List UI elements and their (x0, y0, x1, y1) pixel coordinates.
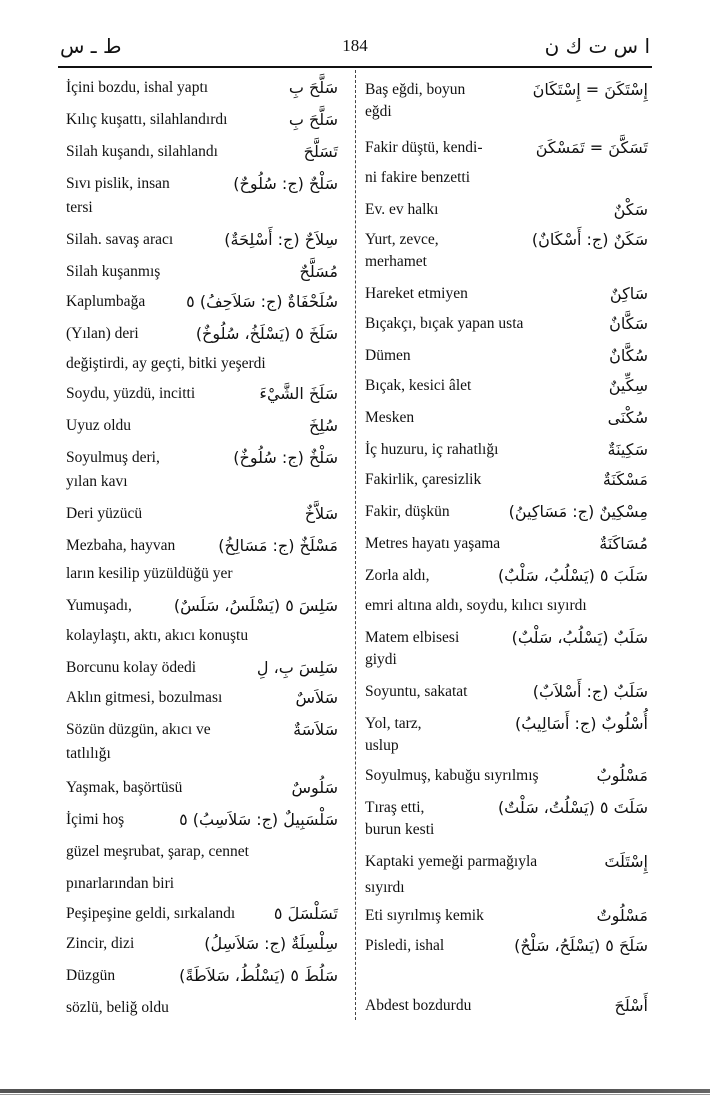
entry-translation: Mezbaha, hayvan (66, 537, 176, 554)
entry-translation: Mesken (365, 409, 415, 426)
entry-arabic: سَلاَّخٌ (304, 504, 338, 523)
entry-translation: Kaplumbağa (66, 293, 146, 310)
entry-arabic: سَكْنٌ (613, 200, 648, 219)
entry-translation: Yumuşadı, (66, 597, 132, 614)
entry-translation: İçini bozdu, ishal yaptı (66, 79, 209, 96)
entry-continuation: tersi (66, 199, 93, 216)
entry-translation: Pisledi, ishal (365, 937, 445, 954)
entry-arabic: سَلْسَبِيلٌ (ج: سَلاَسِبُ) ٥ (179, 810, 338, 829)
entry-continuation: ni fakire benzetti (365, 169, 471, 186)
entry-continuation: burun kesti (365, 821, 435, 838)
header-rule (58, 66, 652, 68)
entry-arabic: مِسْكِينٌ (ج: مَسَاكِينُ) (508, 502, 648, 521)
entry-translation: Kılıç kuşattı, silahlandırdı (66, 111, 228, 128)
entry-translation: Tıraş etti, (365, 799, 425, 816)
scan-edge (0, 1089, 710, 1093)
entry-arabic: مَسْلَخٌ (ج: مَسَالِخُ) (218, 536, 338, 555)
entry-translation: Eti sıyrılmış kemik (365, 907, 484, 924)
entry-translation: Silah kuşandı, silahlandı (66, 143, 218, 160)
entry-arabic: سِلْسِلَةٌ (ج: سَلاَسِلُ) (204, 934, 338, 953)
column-divider (355, 70, 356, 1020)
header-right-letters: ا س ت ك ن (544, 34, 650, 58)
entry-translation: Soyulmuş deri, (66, 449, 160, 466)
entry-translation: Yaşmak, başörtüsü (66, 779, 183, 796)
entry-translation: Deri yüzücü (66, 505, 143, 522)
entry-translation: Fakir, düşkün (365, 503, 450, 520)
entry-arabic: سَلَتَ ٥ (يَسْلُتُ، سَلْتٌ) (497, 798, 648, 817)
entry-arabic: إِسْتَكَنَ = إِسْتَكَانَ (532, 80, 648, 99)
entry-continuation: tatlılığı (66, 745, 111, 762)
entry-arabic: سَلْخٌ (ج: سُلُوخٌ) (233, 448, 338, 467)
entry-translation: Fakir düştü, kendi- (365, 139, 483, 156)
entry-arabic: سَلَحَ ٥ (يَسْلَحُ، سَلْحٌ) (514, 936, 648, 955)
entry-arabic: إِسْتَلَتَ (604, 852, 648, 871)
entry-translation: İç huzuru, iç rahatlığı (365, 441, 499, 458)
entry-arabic: سَلِسَ ٥ (يَسْلَسُ، سَلَسٌ) (173, 596, 338, 615)
entry-arabic: تَسَلَّحَ (303, 142, 338, 161)
entry-arabic: سَلَبٌ (ج: أَسْلاَبٌ) (532, 682, 648, 701)
entry-continuation: ların kesilip yüzüldüğü yer (66, 565, 233, 582)
entry-translation: Ev. ev halkı (365, 201, 439, 218)
entry-translation: Fakirlik, çaresizlik (365, 471, 482, 488)
entry-translation: Yol, tarz, (365, 715, 422, 732)
entry-translation: Sıvı pislik, insan (66, 175, 170, 192)
page-header (60, 30, 650, 64)
entry-arabic: سُلِخَ (308, 416, 338, 435)
entry-arabic: تَسَلْسَلَ ٥ (273, 904, 338, 923)
entry-arabic: سَلُوسٌ (291, 778, 338, 797)
entry-continuation: merhamet (365, 253, 427, 270)
entry-arabic: سَلَخَ الشَّيْءَ (259, 384, 338, 403)
page-number: 184 (342, 36, 368, 55)
entry-arabic: مُسَلَّحٌ (299, 262, 338, 281)
entry-continuation: yılan kavı (66, 473, 128, 490)
entry-translation: pınarlarından biri (66, 875, 175, 892)
entry-arabic: سَاكِنٌ (609, 284, 648, 303)
entry-translation: Soydu, yüzdü, incitti (66, 385, 196, 402)
entry-translation: Soyulmuş, kabuğu sıyrılmış (365, 767, 539, 784)
entry-translation: Aklın gitmesi, bozulması (66, 689, 223, 706)
entry-translation: Hareket etmiyen (365, 285, 468, 302)
entry-arabic: سَلْحٌ (ج: سُلُوحٌ) (233, 174, 338, 193)
entry-arabic: سِلاَحٌ (ج: أَسْلِحَةٌ) (224, 230, 338, 249)
entry-translation: Silah kuşanmış (66, 263, 161, 280)
entry-arabic: سَلاَسَةٌ (293, 720, 338, 739)
scan-edge-line (0, 1094, 710, 1095)
entry-continuation: sözlü, beliğ oldu (66, 999, 169, 1016)
entry-arabic: مَسْلُوبٌ (596, 766, 648, 785)
entry-translation: Matem elbisesi (365, 629, 460, 646)
entry-continuation: eğdi (365, 103, 392, 120)
entry-translation: Uyuz oldu (66, 417, 132, 434)
entry-arabic: تَسَكَّنَ = تَمَسْكَنَ (535, 138, 648, 157)
entry-arabic: سَلَبٌ (يَسْلُبُ، سَلْبٌ) (511, 628, 648, 647)
entry-translation: Sözün düzgün, akıcı ve (66, 721, 211, 738)
entry-arabic: مُسَاكَنَةٌ (599, 534, 648, 553)
entry-translation: Zorla aldı, (365, 567, 430, 584)
entry-continuation: giydi (365, 651, 397, 668)
entry-arabic: سَلُطَ ٥ (يَسْلُطُ، سَلاَطَةً) (179, 966, 338, 985)
entry-translation: Dümen (365, 347, 411, 364)
entry-arabic: أَسْلَحَ (614, 996, 648, 1015)
entry-continuation: kolaylaştı, aktı, akıcı konuştu (66, 627, 249, 644)
entry-translation: Soyuntu, sakatat (365, 683, 468, 700)
entry-arabic: سَلَّحَ بِ (288, 110, 338, 129)
entry-continuation: emri altına aldı, soydu, kılıcı sıyırdı (365, 597, 587, 614)
entry-translation: Silah. savaş aracı (66, 231, 174, 248)
entry-translation: Peşipeşine geldi, sırkalandı (66, 905, 236, 922)
entry-arabic: سِكِّينٌ (608, 376, 648, 395)
entry-arabic: سَكَنٌ (ج: أَسْكَانٌ) (531, 230, 648, 249)
entry-translation: Düzgün (66, 967, 116, 984)
entry-translation: Baş eğdi, boyun (365, 81, 466, 98)
entry-translation: (Yılan) deri (66, 325, 139, 342)
entry-arabic: سَلَبَ ٥ (يَسْلُبُ، سَلْبٌ) (497, 566, 648, 585)
entry-translation: Metres hayatı yaşama (365, 535, 501, 552)
entry-translation: Zincir, dizi (66, 935, 135, 952)
entry-arabic: سُكَّانٌ (609, 346, 648, 365)
entry-arabic: سَلَّحَ بِ (288, 78, 338, 97)
entry-arabic: سَكِينَةٌ (607, 440, 648, 459)
entry-translation: Kaptaki yemeği parmağıyla (365, 853, 538, 870)
entry-continuation: değiştirdi, ay geçti, bitki yeşerdi (66, 355, 266, 372)
entry-arabic: سَلَخَ ٥ (يَسْلَخُ، سُلُوخٌ) (195, 324, 338, 343)
entry-translation: Borcunu kolay ödedi (66, 659, 197, 676)
entry-continuation: sıyırdı (365, 879, 405, 896)
entry-translation: Bıçak, kesici âlet (365, 377, 472, 394)
entry-arabic: سُكْنَى (607, 408, 648, 427)
header-left-letters: ط ـ س (60, 34, 122, 58)
entry-arabic: أُسْلُوبٌ (ج: أَسَالِيبُ) (515, 714, 648, 733)
entry-arabic: مَسْكَنَةٌ (602, 470, 648, 489)
entry-continuation: uslup (365, 737, 399, 754)
entry-arabic: سَلِسَ بِ، لِ (256, 658, 338, 677)
entry-arabic: سَلاَسٌ (295, 688, 338, 707)
entry-arabic: سَكَّانٌ (609, 314, 648, 333)
entry-translation: İçimi hoş (66, 811, 125, 828)
entry-arabic: سُلَحْفَاةٌ (ج: سَلاَحِفُ) ٥ (186, 292, 338, 311)
entry-translation: Bıçakçı, bıçak yapan usta (365, 315, 524, 332)
entry-translation: Abdest bozdurdu (365, 997, 472, 1014)
entry-arabic: مَسْلُوتٌ (596, 906, 648, 925)
entry-continuation: güzel meşrubat, şarap, cennet (66, 843, 249, 860)
entry-translation: Yurt, zevce, (365, 231, 439, 248)
